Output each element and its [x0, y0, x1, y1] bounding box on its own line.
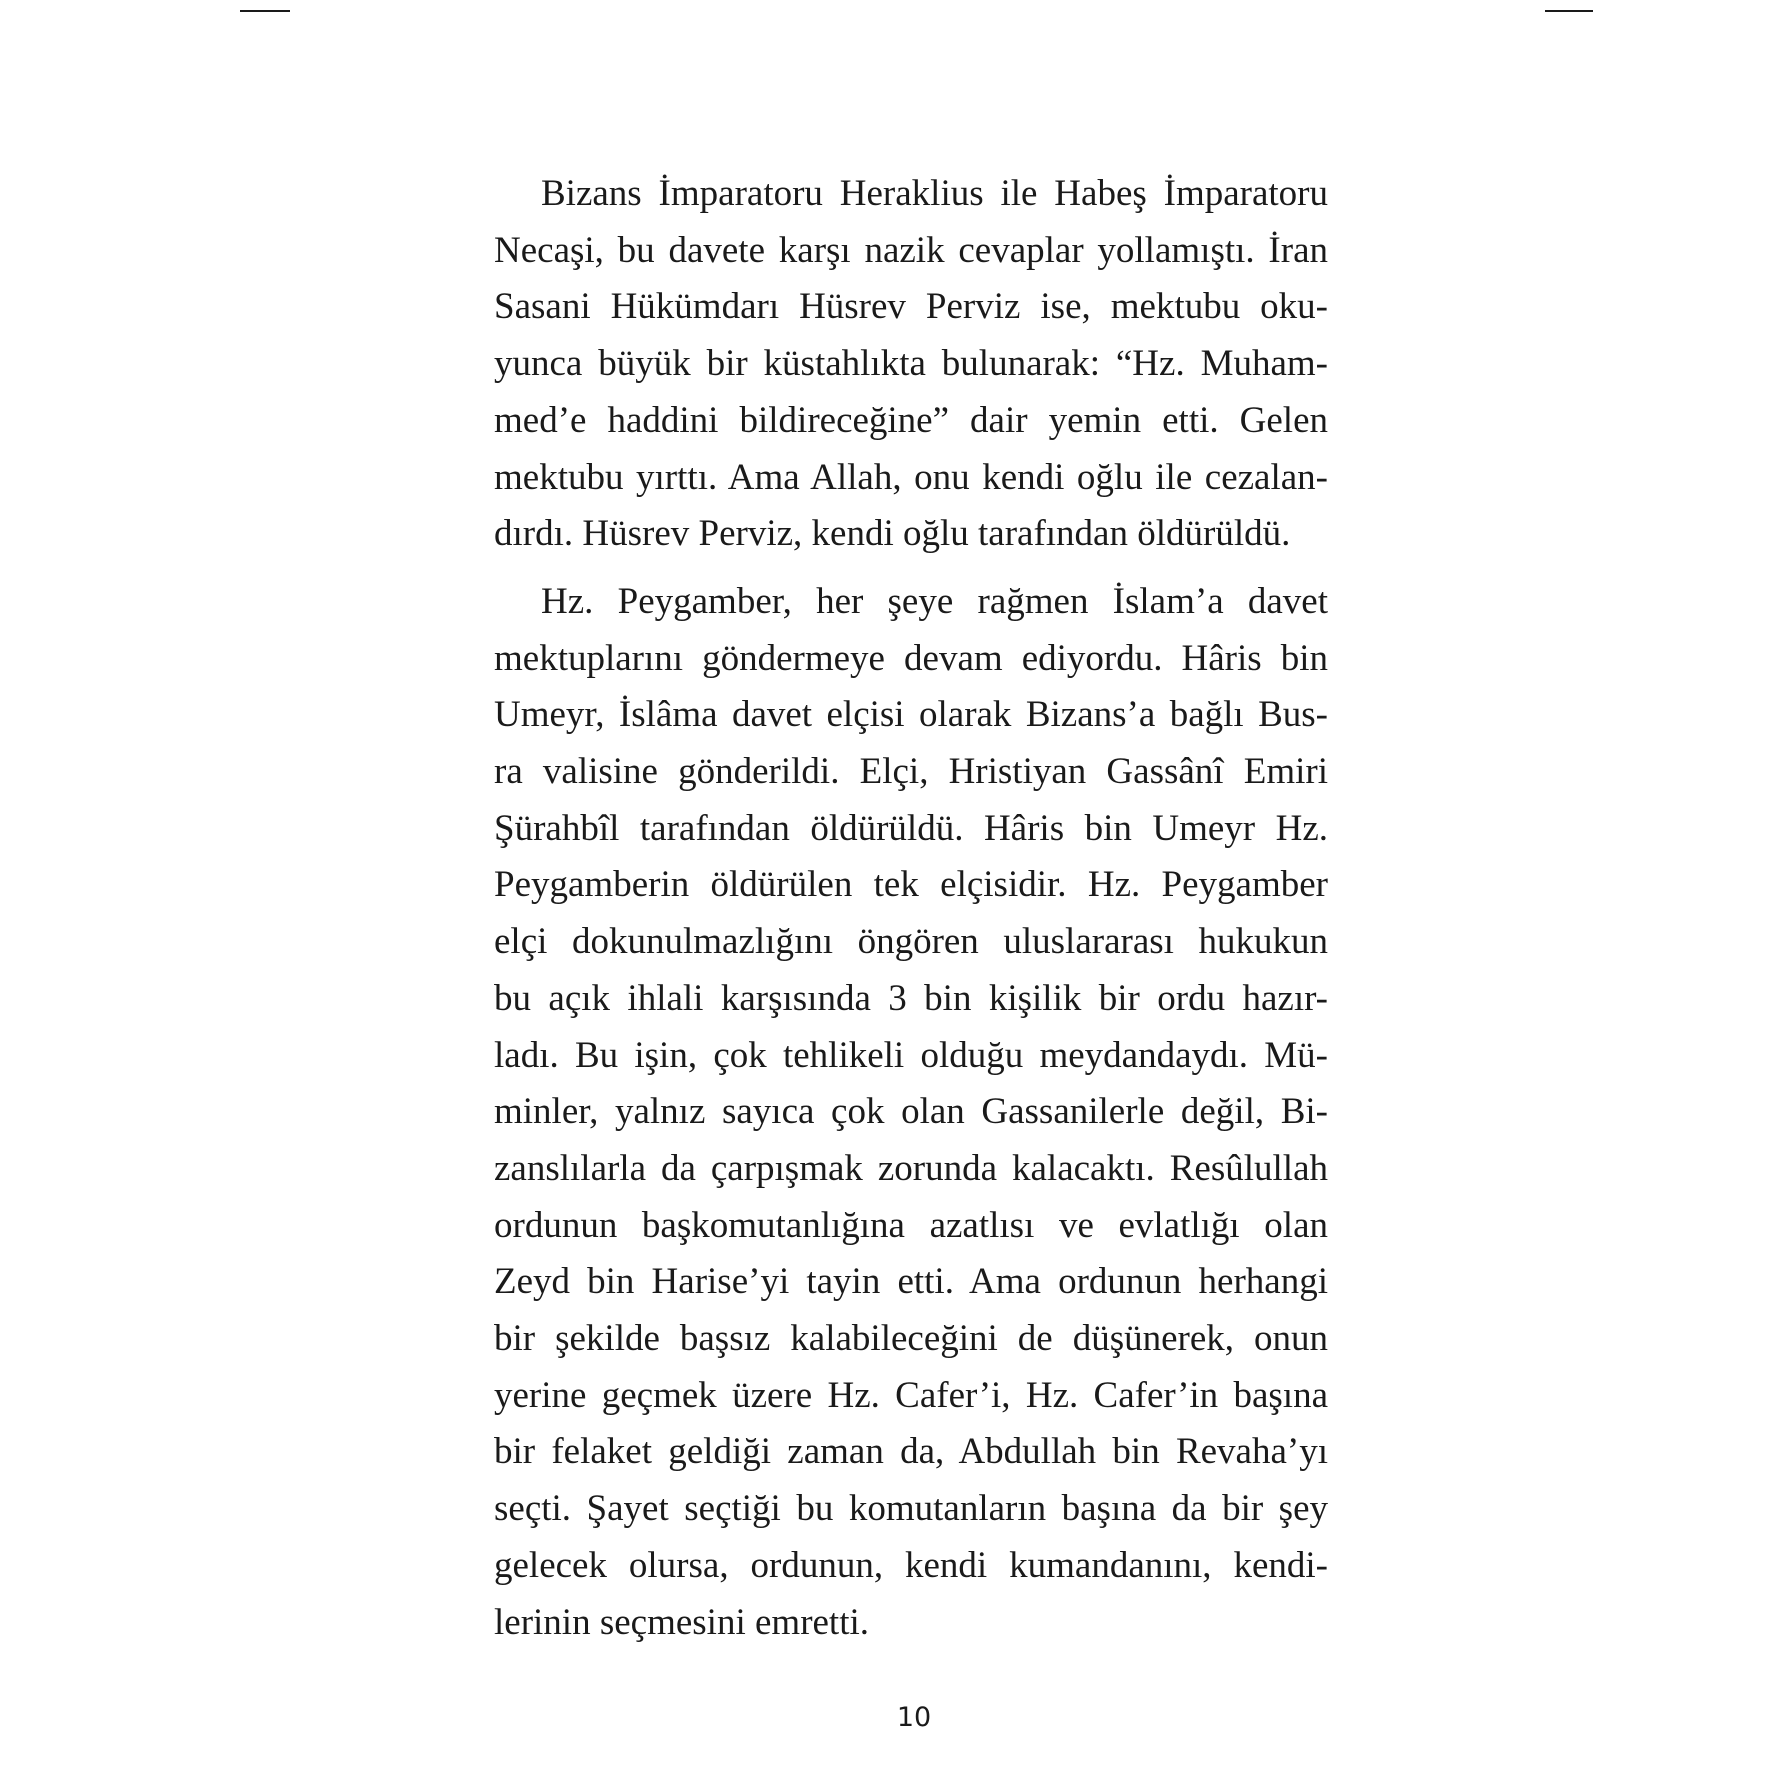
text-line: elçi dokunulmazlığını öngören uluslararası hukukun [494, 921, 1328, 963]
text-line: minler, yalnız sayıca çok olan Gassanilerle değil, Bi- [494, 1091, 1328, 1133]
text-line: bir şekilde başsız kalabileceğini de düşünerek, onun [494, 1318, 1328, 1359]
page-number: 10 [896, 1702, 932, 1733]
body-text [494, 0, 1328, 1700]
text-line: yunca büyük bir küstahlıkta bulunarak: “Hz. Muham- [494, 343, 1328, 385]
text-line: ladı. Bu işin, çok tehlikeli olduğu meydandaydı. Mü- [494, 1034, 1328, 1076]
text-line: Şürahbîl tarafından öldürüldü. Hâris bin Umeyr Hz. [494, 807, 1328, 849]
text-line: bu açık ihlali karşısında 3 bin kişilik bir ordu hazır- [494, 977, 1328, 1019]
text-line: gelecek olursa, ordunun, kendi kumandanını, kendi- [494, 1544, 1328, 1586]
text-line: yerine geçmek üzere Hz. Cafer’i, Hz. Cafer’in başına [494, 1374, 1328, 1416]
text-line: Sasani Hükümdarı Hüsrev Perviz ise, mektubu oku- [494, 286, 1328, 328]
crop-mark-right [1545, 10, 1593, 12]
text-line: seçti. Şayet seçtiği bu komutanların başına da bir şey [494, 1488, 1328, 1530]
crop-mark-left [240, 10, 290, 12]
text-line: mektubu yırttı. Ama Allah, onu kendi oğlu ile cezalan- [494, 456, 1328, 498]
text-line: ra valisine gönderildi. Elçi, Hristiyan Gassânî Emiri [494, 751, 1328, 792]
text-line: dırdı. Hüsrev Perviz, kendi oğlu tarafından öldürüldü. [494, 513, 1291, 555]
text-line: Necaşi, bu davete karşı nazik cevaplar yollamıştı. İran [494, 229, 1328, 271]
text-line: zanslılarla da çarpışmak zorunda kalacaktı. Resûlullah [494, 1147, 1328, 1189]
text-line: Hz. Peygamber, her şeye rağmen İslam’a davet [541, 580, 1328, 622]
text-line: Bizans İmparatoru Heraklius ile Habeş İmparatoru [541, 173, 1328, 214]
text-line: ordunun başkomutanlığına azatlısı ve evlatlığı olan [494, 1204, 1328, 1246]
text-line: mektuplarını göndermeye devam ediyordu. Hâris bin [494, 637, 1328, 679]
text-line: lerinin seçmesini emretti. [494, 1601, 870, 1643]
text-line: Peygamberin öldürülen tek elçisidir. Hz. Peygamber [494, 864, 1328, 906]
text-line: bir felaket geldiği zaman da, Abdullah bin Revaha’yı [494, 1431, 1328, 1473]
text-line: med’e haddini bildireceğine” dair yemin etti. Gelen [494, 399, 1328, 441]
text-line: Zeyd bin Harise’yi tayin etti. Ama ordunun herhangi [494, 1261, 1328, 1303]
text-line: Umeyr, İslâma davet elçisi olarak Bizans’a bağlı Bus- [494, 694, 1328, 736]
